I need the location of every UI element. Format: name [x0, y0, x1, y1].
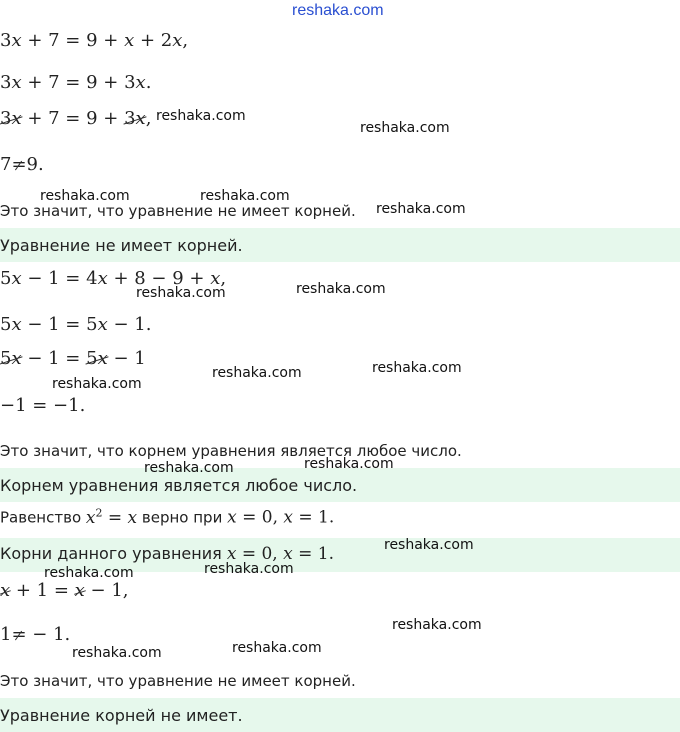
task2-answer: Корнем уравнения является любое число.: [0, 476, 358, 495]
watermark[interactable]: reshaka.com: [156, 108, 246, 124]
watermark[interactable]: reshaka.com: [40, 188, 130, 204]
task2-equation-line-3: 5x − 1 = 5x − 1: [0, 348, 146, 369]
task1-conclusion: Это значит, что уравнение не имеет корней.: [0, 202, 356, 220]
watermark[interactable]: reshaka.com: [384, 537, 474, 553]
task2-equation-line-2: 5x − 1 = 5x − 1.: [0, 314, 152, 335]
task2-equation-line-1: 5x − 1 = 4x + 8 − 9 + x,: [0, 268, 227, 289]
watermark[interactable]: reshaka.com: [232, 640, 322, 656]
task4-equation-line-2: 1= − 1.: [0, 624, 71, 645]
task1-equation-line-1: 3x + 7 = 9 + x + 2x,: [0, 30, 189, 51]
task2-conclusion: Это значит, что корнем уравнения является любое число.: [0, 442, 462, 460]
watermark[interactable]: reshaka.com: [200, 188, 290, 204]
task3-answer: Корни данного уравнения x = 0, x = 1.: [0, 544, 334, 564]
task2-answer-band: [0, 468, 680, 502]
watermark-top[interactable]: reshaka.com: [292, 2, 384, 19]
watermark[interactable]: reshaka.com: [392, 617, 482, 633]
watermark[interactable]: reshaka.com: [72, 645, 162, 661]
task1-equation-line-3: 3x + 7 = 9 + 3x,: [0, 108, 152, 129]
watermark[interactable]: reshaka.com: [212, 365, 302, 381]
task4-equation-line-1: x + 1 = x − 1,: [0, 580, 129, 601]
watermark[interactable]: reshaka.com: [372, 360, 462, 376]
watermark[interactable]: reshaka.com: [360, 120, 450, 136]
watermark[interactable]: reshaka.com: [44, 565, 134, 581]
task4-answer-band: [0, 698, 680, 732]
task1-equation-line-4: 7=9.: [0, 154, 44, 175]
watermark[interactable]: reshaka.com: [376, 201, 466, 217]
task4-conclusion: Это значит, что уравнение не имеет корней.: [0, 672, 356, 690]
task2-equation-line-4: −1 = −1.: [0, 395, 86, 416]
watermark[interactable]: reshaka.com: [52, 376, 142, 392]
task3-statement: Равенство $x^2 = x$ верно при x = 0, x = 1.: [0, 506, 335, 528]
watermark[interactable]: reshaka.com: [204, 561, 294, 577]
task1-equation-line-2: 3x + 7 = 9 + 3x.: [0, 72, 152, 93]
watermark[interactable]: reshaka.com: [296, 281, 386, 297]
watermark[interactable]: reshaka.com: [304, 456, 394, 472]
watermark[interactable]: reshaka.com: [144, 460, 234, 476]
watermark[interactable]: reshaka.com: [136, 285, 226, 301]
task1-answer: Уравнение не имеет корней.: [0, 236, 243, 255]
task1-answer-band: [0, 228, 680, 262]
task4-answer: Уравнение корней не имеет.: [0, 706, 243, 725]
